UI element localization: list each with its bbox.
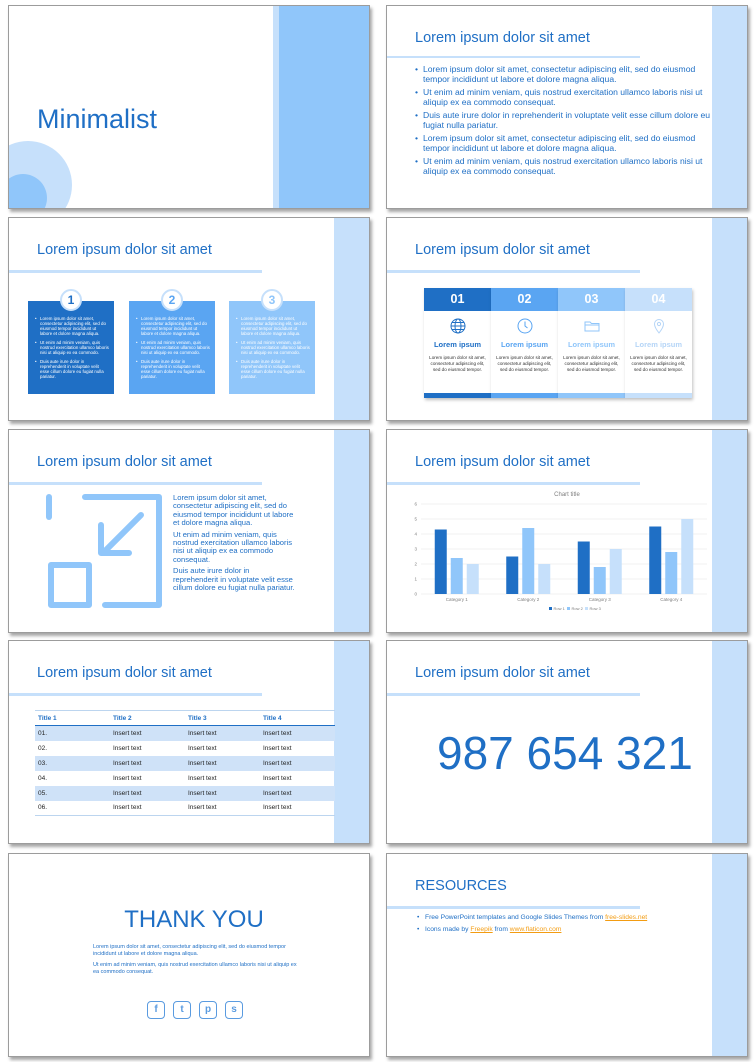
slide-8-number[interactable]: [386, 640, 748, 844]
feature-card-1: [424, 288, 491, 398]
resource-list: [417, 912, 647, 936]
card-footer-bar: [625, 393, 692, 398]
table-cell: Insert text: [260, 756, 335, 771]
title-underline: [9, 270, 262, 273]
bar-chart: [407, 500, 717, 616]
table-header-cell: Title 3: [185, 711, 260, 726]
card-footer-bar: [491, 393, 558, 398]
table-cell: Insert text: [260, 801, 335, 816]
paragraph: Lorem ipsum dolor sit amet, consectetur adipiscing elit, sed do eiusmod tempor incididunt ut labore et dolore magna aliqua.: [93, 944, 286, 957]
table-cell: Insert text: [185, 726, 260, 741]
table-header-row: [35, 711, 335, 726]
slide-1-title[interactable]: [8, 5, 370, 209]
feature-card-2: [491, 288, 558, 398]
slide-title: Lorem ipsum dolor sit amet: [415, 30, 590, 46]
box-bullet: • Lorem ipsum dolor sit amet, consectetur adipiscing elit, sed do eiusmod tempor incididunt ut labore et dolore magna aliqua.: [236, 316, 310, 336]
bar: [451, 558, 463, 594]
bullet-item: • Ut enim ad minim veniam, quis nostrud exercitation ullamco laboris nisi ut aliquip ex ea commodo consequat.: [415, 156, 715, 176]
bar: [522, 528, 534, 594]
slide-title: Lorem ipsum dolor sit amet: [37, 665, 212, 681]
slide-title: Minimalist: [37, 104, 158, 134]
x-tick-label: Category 1: [445, 597, 468, 602]
slide-title: Lorem ipsum dolor sit amet: [37, 242, 212, 258]
card-text: Lorem ipsum dolor sit amet, consectetur adipiscing elit, sed do eiusmod tempor.: [496, 355, 553, 372]
table-cell: Insert text: [110, 756, 185, 771]
bar: [578, 542, 590, 595]
bar: [665, 552, 677, 594]
card-footer-bar: [424, 393, 491, 398]
table-cell: Insert text: [110, 786, 185, 801]
legend-swatch: [585, 607, 588, 610]
bullet-item: • Duis aute irure dolor in reprehenderit in voluptate velit esse cillum dolore eu fugiat nulla pariatur.: [415, 110, 715, 130]
title-underline: [387, 693, 640, 696]
x-tick-label: Category 2: [517, 597, 540, 602]
x-tick-label: Category 4: [660, 597, 683, 602]
box-bullet: • Duis aute irure dolor in reprehenderit in voluptate velit esse cillum dolore eu fugiat nulla pariatur.: [236, 359, 310, 379]
resource-text: Free PowerPoint templates and Google Slides Themes from: [425, 914, 606, 921]
feature-card-4: [625, 288, 692, 398]
legend-label: Row 1: [553, 606, 565, 611]
side-bar: [712, 430, 747, 632]
table-cell: 01.: [35, 726, 110, 741]
chart-title: Chart title: [554, 492, 580, 498]
bar: [506, 557, 518, 595]
resource-item: [417, 912, 647, 924]
slide-2-bullets[interactable]: [386, 5, 748, 209]
table-cell: 02.: [38, 744, 48, 752]
table-cell: Insert text: [110, 801, 185, 816]
bar: [649, 527, 661, 595]
free-slides-link[interactable]: free-slides.net: [605, 914, 648, 921]
slide-4-cards[interactable]: [386, 217, 748, 421]
twitter-icon[interactable]: t: [173, 1001, 191, 1019]
bar: [681, 519, 693, 594]
slide-title: Lorem ipsum dolor sit amet: [37, 454, 212, 470]
bar: [610, 549, 622, 594]
table-row: [35, 771, 335, 786]
step-box-1: [28, 293, 114, 394]
bar: [594, 567, 606, 594]
table-cell: Insert text: [263, 774, 292, 782]
box-bullet: • Lorem ipsum dolor sit amet, consectetur adipiscing elit, sed do eiusmod tempor incididunt ut labore et dolore magna aliqua.: [136, 316, 210, 336]
paragraph: Ut enim ad minim veniam, quis nostrud exercitation ullamco laboris nisi ut aliquip ex ea commodo consequat.: [93, 962, 297, 975]
step-box-2: [129, 293, 215, 394]
bullet-item: • Ut enim ad minim veniam, quis nostrud exercitation ullamco laboris nisi ut aliquip ex ea commodo consequat.: [415, 87, 715, 107]
box-bullet: • Lorem ipsum dolor sit amet, consectetur adipiscing elit, sed do eiusmod tempor incididunt ut labore et dolore magna aliqua.: [35, 316, 109, 336]
bullet-item: • Lorem ipsum dolor sit amet, consectetur adipiscing elit, sed do eiusmod tempor incididunt ut labore et dolore magna aliqua.: [415, 133, 715, 153]
table-row: [35, 801, 335, 816]
table-cell: Insert text: [113, 774, 142, 782]
side-bar: [712, 6, 747, 208]
table-cell: Insert text: [113, 744, 142, 752]
resource-item: [417, 924, 647, 936]
side-bar: [334, 218, 369, 420]
resource-text: from: [492, 926, 510, 933]
card-title: Lorem ipsum: [567, 340, 616, 349]
table-cell: Insert text: [188, 774, 217, 782]
card-text: Lorem ipsum dolor sit amet, consectetur adipiscing elit, sed do eiusmod tempor.: [429, 355, 486, 372]
box-bullet: • Ut enim ad minim veniam, quis nostrud exercitation ullamco laboris nisi ut aliquip ex ea commodo.: [136, 340, 210, 355]
card-number: 03: [558, 288, 625, 311]
y-tick-label: 3: [414, 546, 417, 552]
bullet-item: • Lorem ipsum dolor sit amet, consectetur adipiscing elit, sed do eiusmod tempor incididunt ut labore et dolore magna aliqua.: [415, 64, 715, 84]
flaticon-link[interactable]: www.flaticon.com: [509, 926, 562, 933]
table-cell: Insert text: [188, 744, 217, 752]
table-cell: 05.: [35, 786, 110, 801]
y-tick-label: 5: [414, 516, 417, 522]
side-bar: [712, 218, 747, 420]
table-cell: 04.: [38, 774, 48, 782]
shrink-arrow-icon: [45, 493, 165, 611]
table-header-cell: Title 1: [35, 711, 110, 726]
freepik-link[interactable]: Freepik: [470, 926, 493, 933]
slide-6-chart[interactable]: [386, 429, 748, 633]
paragraph: Lorem ipsum dolor sit amet, consectetur adipiscing elit, sed do eiusmod tempor incididunt ut labore et dolore magna aliqua.: [173, 493, 294, 528]
table-cell: Insert text: [185, 756, 260, 771]
box-bullet: • Ut enim ad minim veniam, quis nostrud exercitation ullamco laboris nisi ut aliquip ex ea commodo.: [236, 340, 310, 355]
card-title: Lorem ipsum: [433, 340, 482, 349]
paragraph: Ut enim ad minim veniam, quis nostrud exercitation ullamco laboris nisi ut aliquip ex ea commodo consequat.: [173, 529, 293, 564]
card-text: Lorem ipsum dolor sit amet, consectetur adipiscing elit, sed do eiusmod tempor.: [563, 355, 620, 372]
bullet-list: [415, 64, 715, 179]
legend-swatch: [549, 607, 552, 610]
text-block: [93, 944, 303, 980]
feature-card-3: [558, 288, 625, 398]
side-bar: [334, 430, 369, 632]
location-pin-icon: [651, 318, 667, 334]
legend-label: Row 2: [571, 606, 583, 611]
card-number: 01: [424, 288, 491, 311]
slide-3-boxes[interactable]: [8, 217, 370, 421]
title-underline: [387, 906, 640, 909]
data-table: [35, 710, 335, 816]
legend-label: Row 3: [589, 606, 601, 611]
table-header-cell: Title 4: [260, 711, 335, 726]
clock-icon: [517, 318, 533, 334]
folder-icon: [584, 318, 600, 334]
card-title: Lorem ipsum: [500, 340, 549, 349]
table-cell: Insert text: [110, 726, 185, 741]
table-cell: Insert text: [260, 726, 335, 741]
table-row: [35, 726, 335, 741]
card-number: 02: [491, 288, 558, 311]
slide-title: RESOURCES: [415, 878, 507, 894]
title-underline: [387, 270, 640, 273]
step-box-3: [229, 293, 315, 394]
text-block: [173, 494, 295, 595]
x-tick-label: Category 3: [588, 597, 611, 602]
box-bullet: • Duis aute irure dolor in reprehenderit in voluptate velit esse cillum dolore eu fugiat nulla pariatur.: [35, 359, 109, 379]
slide-9-thank-you[interactable]: [8, 853, 370, 1057]
step-number: 3: [261, 289, 283, 311]
table-header-cell: Title 2: [110, 711, 185, 726]
table-cell: Insert text: [260, 786, 335, 801]
table-cell: Insert text: [185, 786, 260, 801]
y-tick-label: 2: [414, 561, 417, 567]
y-tick-label: 0: [414, 591, 417, 597]
slide-10-resources[interactable]: [386, 853, 748, 1057]
legend-swatch: [567, 607, 570, 610]
y-tick-label: 1: [414, 576, 417, 582]
slide-title: Lorem ipsum dolor sit amet: [415, 242, 590, 258]
resource-text: Icons made by: [425, 926, 471, 933]
thank-you-title: THANK YOU: [124, 906, 264, 933]
side-bar: [334, 641, 369, 843]
globe-icon: [450, 318, 466, 334]
slide-7-table[interactable]: [8, 640, 370, 844]
box-bullet: • Ut enim ad minim veniam, quis nostrud exercitation ullamco laboris nisi ut aliquip ex ea commodo.: [35, 340, 109, 355]
side-bar: [712, 641, 747, 843]
y-tick-label: 4: [414, 531, 417, 537]
card-text: Lorem ipsum dolor sit amet, consectetur adipiscing elit, sed do eiusmod tempor.: [630, 355, 687, 372]
slide-5-icon-text[interactable]: [8, 429, 370, 633]
pinterest-icon[interactable]: p: [199, 1001, 217, 1019]
table-row: [35, 741, 335, 756]
card-number: 04: [625, 288, 692, 311]
box-bullet: • Duis aute irure dolor in reprehenderit in voluptate velit esse cillum dolore eu fugiat nulla pariatur.: [136, 359, 210, 379]
title-underline: [9, 482, 262, 485]
bar: [435, 530, 447, 595]
skype-icon[interactable]: s: [225, 1001, 243, 1019]
table-cell: Insert text: [263, 744, 292, 752]
facebook-icon[interactable]: f: [147, 1001, 165, 1019]
slide-title: Lorem ipsum dolor sit amet: [415, 454, 590, 470]
accent-bar: [279, 6, 370, 208]
step-number: 1: [60, 289, 82, 311]
table-cell: Insert text: [185, 801, 260, 816]
paragraph: Duis aute irure dolor in reprehenderit in voluptate velit esse cillum dolore eu fugiat nulla pariatur.: [173, 566, 295, 593]
table-cell: 06.: [35, 801, 110, 816]
side-bar: [712, 854, 747, 1056]
title-underline: [387, 56, 640, 58]
table-row: [35, 756, 335, 771]
slide-title: Lorem ipsum dolor sit amet: [415, 665, 590, 681]
table-row: [35, 786, 335, 801]
step-number: 2: [161, 289, 183, 311]
card-footer-bar: [558, 393, 625, 398]
table-cell: 03.: [35, 756, 110, 771]
y-tick-label: 6: [414, 501, 417, 507]
card-title: Lorem ipsum: [634, 340, 683, 349]
big-number: 987 654 321: [437, 727, 693, 779]
bar: [467, 564, 479, 594]
bar: [538, 564, 550, 594]
title-underline: [387, 482, 640, 485]
title-underline: [9, 693, 262, 696]
